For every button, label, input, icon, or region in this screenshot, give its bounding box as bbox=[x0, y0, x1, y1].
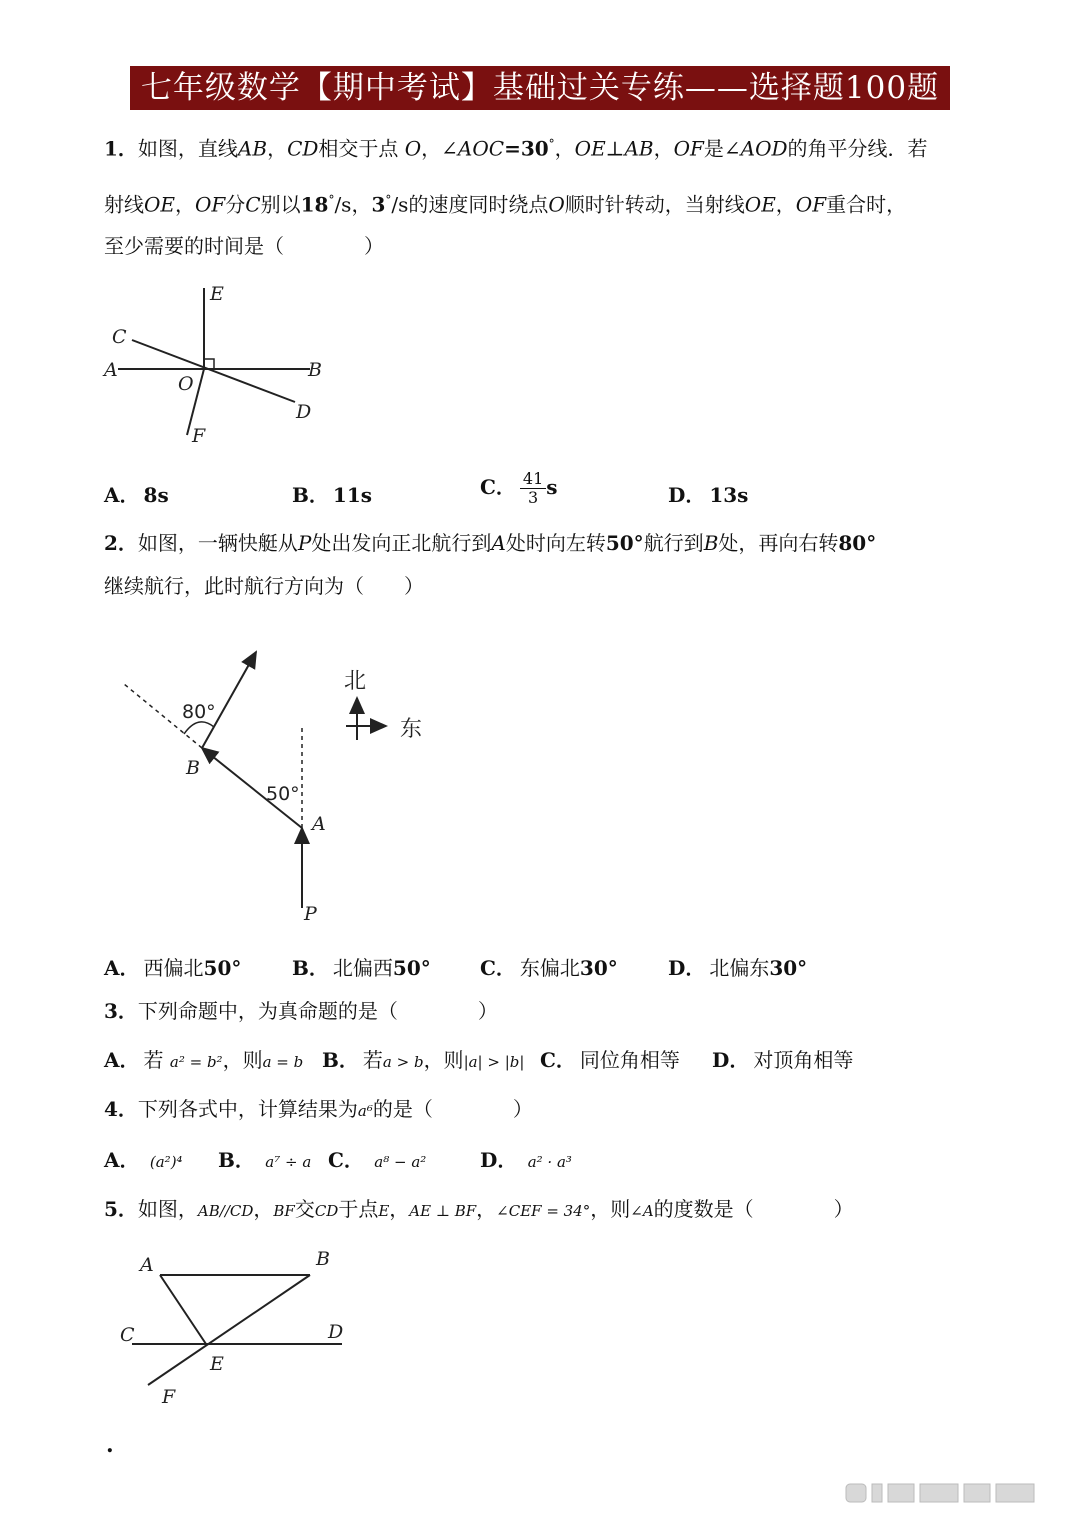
label-b: B bbox=[186, 757, 200, 779]
q2-line1: 2．如图，一辆快艇从P处出发向正北航行到A处时向左转50°航行到B处，再向右转80° bbox=[104, 531, 877, 555]
label-b: B bbox=[308, 359, 322, 381]
label-north: 北 bbox=[344, 669, 367, 694]
q4-option-d[interactable]: D． a² · a³ bbox=[480, 1148, 572, 1172]
q5-line1: 5．如图，AB//CD，BF交CD于点E，AE ⊥ BF，∠CEF = 34°，则∠A的度数是（ ） bbox=[104, 1197, 854, 1221]
q3-option-d[interactable]: D． 对顶角相等 bbox=[712, 1048, 854, 1072]
q3-option-a[interactable]: A． 若 a² = b²，则a = b bbox=[104, 1048, 304, 1072]
q2-figure bbox=[110, 640, 450, 930]
q1-figure bbox=[100, 280, 340, 450]
line-cd bbox=[132, 340, 295, 402]
label-f: F bbox=[192, 425, 206, 447]
q4-option-a[interactable]: A． (a²)⁴ bbox=[104, 1148, 183, 1172]
q2-option-a[interactable]: A． 西偏北50° bbox=[104, 956, 242, 980]
label-d: D bbox=[296, 401, 312, 423]
label-f: F bbox=[162, 1386, 176, 1408]
label-d: D bbox=[328, 1321, 344, 1343]
footer-dot: . bbox=[106, 1432, 114, 1458]
label-a: A bbox=[140, 1254, 154, 1276]
q2-option-d[interactable]: D． 北偏东30° bbox=[668, 956, 808, 980]
label-a: A bbox=[312, 813, 326, 835]
segment-ae bbox=[160, 1275, 206, 1344]
fraction: $\frac{41}{3}$ bbox=[520, 470, 546, 507]
q4-line1: 4．下列各式中，计算结果为a⁶的是（ ） bbox=[104, 1097, 533, 1121]
q3-option-c[interactable]: C． 同位角相等 bbox=[540, 1048, 680, 1072]
angle-arc-80 bbox=[184, 722, 214, 734]
q1-line1: 1．如图，直线AB，CD相交于点 O，∠AOC=30°，OE⊥AB，OF是∠AOD的角平分线．若 bbox=[104, 136, 928, 161]
q2-line2: 继续航行，此时航行方向为（ ） bbox=[104, 574, 424, 598]
label-c: C bbox=[120, 1324, 135, 1346]
label-c: C bbox=[112, 326, 127, 348]
q4-option-b[interactable]: B． a⁷ ÷ a bbox=[218, 1148, 312, 1172]
q2-option-c[interactable]: C． 东偏北30° bbox=[480, 956, 618, 980]
q3-option-b[interactable]: B． 若a > b，则|a| > |b| bbox=[322, 1048, 525, 1072]
watermark-bar bbox=[840, 1478, 1060, 1508]
q1-option-a[interactable]: A． 8s bbox=[104, 483, 169, 507]
q1-option-b[interactable]: B． 11s bbox=[292, 483, 372, 507]
line-bf bbox=[148, 1275, 310, 1385]
q3-line1: 3．下列命题中，为真命题的是（ ） bbox=[104, 999, 498, 1023]
label-a: A bbox=[104, 359, 118, 381]
label-east: 东 bbox=[400, 717, 423, 742]
label-e: E bbox=[210, 1353, 224, 1375]
label-80deg: 80° bbox=[182, 701, 216, 723]
label-p: P bbox=[304, 903, 317, 925]
label-e: E bbox=[210, 283, 224, 305]
q1-line2: 射线OE，OF分C别以18°/s，3°/s的速度同时绕点O顺时针转动，当射线OE，OF重合时， bbox=[104, 192, 907, 217]
q5-figure bbox=[110, 1245, 370, 1415]
label-50deg: 50° bbox=[266, 783, 300, 805]
q1-line3: 至少需要的时间是（ ） bbox=[104, 234, 384, 258]
label-o: O bbox=[178, 373, 194, 395]
path-b-onward bbox=[202, 652, 256, 748]
label-b: B bbox=[316, 1248, 330, 1270]
q4-option-c[interactable]: C． a⁸ − a² bbox=[328, 1148, 427, 1172]
page-title: 七年级数学【期中考试】基础过关专练——选择题100题 bbox=[130, 66, 950, 110]
q2-option-b[interactable]: B． 北偏西50° bbox=[292, 956, 431, 980]
q1-option-d[interactable]: D． 13s bbox=[668, 483, 749, 507]
q1-option-c[interactable]: C． $\frac{41}{3}$ s bbox=[480, 469, 558, 507]
